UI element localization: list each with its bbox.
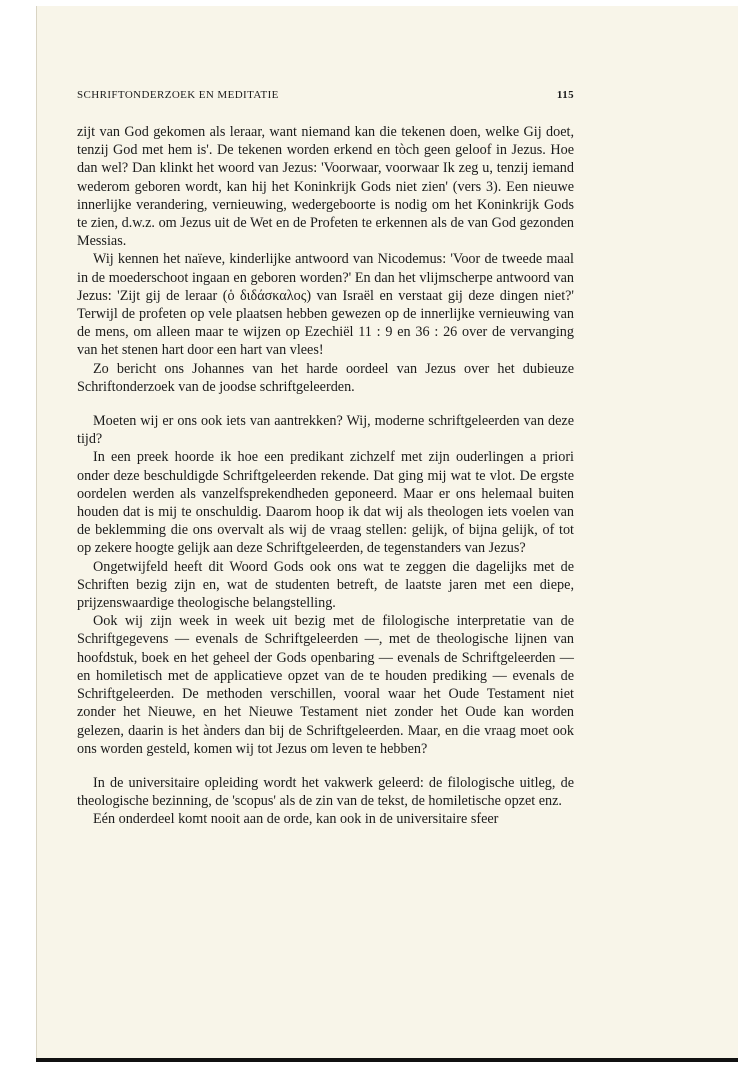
- paragraph: Wij kennen het naïeve, kinderlijke antwoord van Nicodemus: 'Voor de tweede maal in de moederschoot ingaan en geboren worden?' En dan het vlijmscherpe antwoord van Jezus: 'Zijt gij de leraar (ὁ διδάσκαλος) van Israël en verstaat gij deze dingen niet?' Terwijl de profeten op vele plaatsen hebben gewezen op de innerlijke vernieuwing van de mens, om alleen maar te wijzen op Ezechiël 11 : 9 en 36 : 26 over de vervanging van het stenen hart door een hart van vlees!: [77, 251, 574, 359]
- running-header: [77, 89, 574, 105]
- paragraph: Zo bericht ons Johannes van het harde oordeel van Jezus over het dubieuze Schriftonderzoek van de joodse schriftgeleerden.: [77, 360, 574, 395]
- paragraph: Ook wij zijn week in week uit bezig met de filologische interpretatie van de Schriftgegevens — evenals de Schriftgeleerden —, met de theologische lijnen van hoofdstuk, boek en het geheel der Gods openbaring — evenals de Schriftgeleerden — en homiletisch met de applicatieve opzet van de te houden prediking — evenals de Schriftgeleerden. De methoden verschillen, vooral waar het Oude Testament niet zonder het Nieuwe, en het Nieuwe Testament niet zonder het Oude kan worden gelezen, daarin is het ànders dan bij de Schriftgeleerden. Maar, en die vraag moet ook ons worden gesteld, komen wij tot Jezus om leven te hebben?: [77, 613, 574, 757]
- paragraph: In de universitaire opleiding wordt het vakwerk geleerd: de filologische uitleg, de theologische bezinning, de 'scopus' als de zin van de tekst, de homiletische opzet enz.: [77, 774, 574, 810]
- page-bottom-edge: [36, 1058, 738, 1062]
- paragraph: zijt van God gekomen als leraar, want niemand kan die tekenen doen, welke Gij doet, tenzij God met hem is'. De tekenen worden erkend en tòch geen geloof in Jezus. Hoe dan wel? Dan klinkt het woord van Jezus: 'Voorwaar, voorwaar Ik zeg u, tenzij iemand wederom geboren wordt, kan hij het Koninkrijk Gods niet zien' (vers 3). Een nieuwe innerlijke verandering, vernieuwing, wedergeboorte is nodig om het Koninkrijk Gods te zien, d.w.z. om Jezus uit de Wet en de Profeten te erkennen als de van God gezonden Messias.: [77, 124, 574, 250]
- paragraph: In een preek hoorde ik hoe een predikant zichzelf met zijn ouderlingen a priori onder deze beschuldigde Schriftgeleerden rekende. Dat ging mij wat te vlot. De ergste oordelen werden als vanzelfsprekendheden geponeerd. Maar er ons helemaal buiten houden dat is mij te onschuldig. Daarom hoop ik dat wij als theologen iets voelen van de beklemming die ons overvalt als wij de vraag stellen: gelijk, of bijna gelijk, of tot op zekere hoogte gelijk aan deze Schriftgeleerden, de tegenstanders van Jezus?: [77, 449, 574, 557]
- paragraph: Moeten wij er ons ook iets van aantrekken? Wij, moderne schriftgeleerden van deze tijd?: [77, 413, 574, 448]
- paragraph: Eén onderdeel komt nooit aan de orde, kan ook in de universitaire sfeer: [93, 811, 499, 828]
- body-text: [77, 123, 574, 829]
- paragraph: Ongetwijfeld heeft dit Woord Gods ook ons wat te zeggen die dagelijks met de Schriften bezig zijn en, wat de studenten betreft, de laatste jaren met een diepe, prijzenswaardige theologische belangstelling.: [77, 558, 574, 612]
- page-number: 115: [556, 89, 574, 101]
- running-header-title: SCHRIFTONDERZOEK EN MEDITATIE: [77, 89, 279, 101]
